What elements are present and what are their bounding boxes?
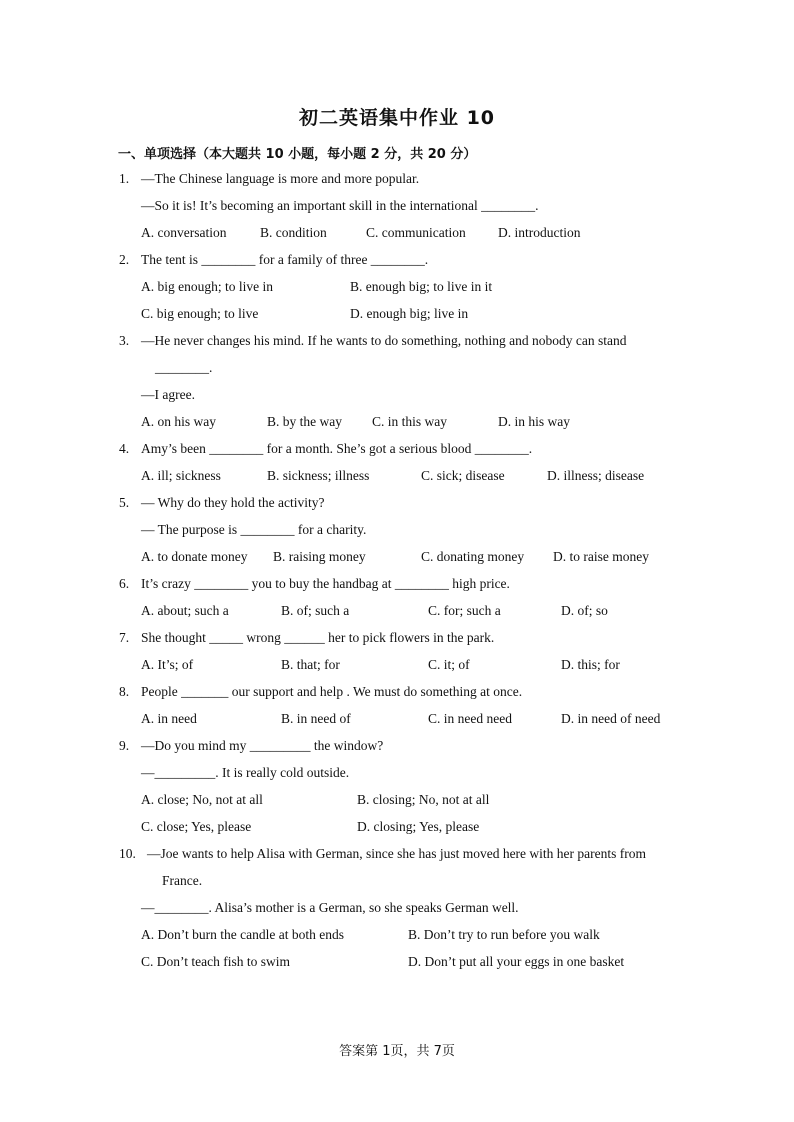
- question-text: It’s crazy ________ you to buy the handbag at ________ high price.: [141, 576, 510, 591]
- option-c: C. for; such a: [428, 603, 501, 618]
- question-text: People _______ our support and help . We must do something at once.: [141, 684, 523, 699]
- option-b: B. closing; No, not at all: [357, 792, 490, 807]
- question-text: —So it is! It’s becoming an important skill in the international ________.: [141, 198, 539, 213]
- question-text: ________.: [155, 360, 213, 375]
- option-b: B. raising money: [273, 549, 366, 564]
- section-heading: 一、单项选择（本大题共 10 小题，每小题 2 分，共 20 分）: [118, 147, 477, 162]
- option-a: A. on his way: [141, 414, 216, 429]
- option-b: B. that; for: [281, 657, 340, 672]
- option-d: D. enough big; live in: [350, 306, 469, 321]
- option-c: C. it; of: [428, 657, 470, 672]
- option-a: A. big enough; to live in: [141, 279, 273, 294]
- question-number: 10.: [119, 846, 136, 861]
- option-a: A. Don’t burn the candle at both ends: [141, 927, 344, 942]
- option-b: B. sickness; illness: [267, 468, 370, 483]
- question-number: 5.: [119, 495, 130, 510]
- option-b: B. enough big; to live in it: [350, 279, 493, 294]
- question-text: —_________. It is really cold outside.: [141, 765, 350, 780]
- option-a: A. in need: [141, 711, 197, 726]
- question-text: —Do you mind my _________ the window?: [141, 738, 384, 753]
- question-number: 7.: [119, 630, 130, 645]
- option-a: A. It’s; of: [141, 657, 194, 672]
- question-text: —He never changes his mind. If he wants to do something, nothing and nobody can stand: [141, 333, 627, 348]
- option-a: A. close; No, not at all: [141, 792, 263, 807]
- option-c: C. sick; disease: [421, 468, 505, 483]
- option-d: D. Don’t put all your eggs in one basket: [408, 954, 625, 969]
- option-d: D. of; so: [561, 603, 608, 618]
- question-text: The tent is ________ for a family of three ________.: [141, 252, 429, 267]
- option-d: D. closing; Yes, please: [357, 819, 480, 834]
- question-text: — The purpose is ________ for a charity.: [141, 522, 367, 537]
- option-b: B. by the way: [267, 414, 342, 429]
- option-a: A. conversation: [141, 225, 227, 240]
- option-c: C. Don’t teach fish to swim: [141, 954, 290, 969]
- question-text: —I agree.: [141, 387, 195, 402]
- question-text: —The Chinese language is more and more popular.: [141, 171, 420, 186]
- question-number: 6.: [119, 576, 130, 591]
- page-title: 初二英语集中作业 10: [298, 107, 496, 129]
- option-b: B. of; such a: [281, 603, 350, 618]
- question-text: — Why do they hold the activity?: [141, 495, 325, 510]
- question-text: —Joe wants to help Alisa with German, since she has just moved here with her parents from: [147, 846, 647, 861]
- option-b: B. in need of: [281, 711, 351, 726]
- option-d: D. illness; disease: [547, 468, 645, 483]
- question-number: 3.: [119, 333, 130, 348]
- question-number: 1.: [119, 171, 130, 186]
- question-text: France.: [162, 873, 203, 888]
- option-b: B. Don’t try to run before you walk: [408, 927, 600, 942]
- option-c: C. in this way: [372, 414, 448, 429]
- question-number: 9.: [119, 738, 130, 753]
- option-d: D. this; for: [561, 657, 620, 672]
- option-d: D. introduction: [498, 225, 581, 240]
- option-b: B. condition: [260, 225, 327, 240]
- option-c: C. close; Yes, please: [141, 819, 252, 834]
- option-a: A. about; such a: [141, 603, 229, 618]
- question-text: She thought _____ wrong ______ her to pick flowers in the park.: [141, 630, 495, 645]
- page-footer: 答案第 1页，共 7页: [339, 1044, 455, 1059]
- option-a: A. ill; sickness: [141, 468, 221, 483]
- question-number: 2.: [119, 252, 130, 267]
- option-a: A. to donate money: [141, 549, 248, 564]
- question-number: 8.: [119, 684, 130, 699]
- option-d: D. in his way: [498, 414, 570, 429]
- option-c: C. donating money: [421, 549, 525, 564]
- option-d: D. in need of need: [561, 711, 661, 726]
- option-c: C. big enough; to live: [141, 306, 259, 321]
- option-d: D. to raise money: [553, 549, 649, 564]
- question-text: Amy’s been ________ for a month. She’s got a serious blood ________.: [141, 441, 533, 456]
- option-c: C. in need need: [428, 711, 512, 726]
- question-text: —________. Alisa’s mother is a German, so she speaks German well.: [141, 900, 519, 915]
- question-number: 4.: [119, 441, 130, 456]
- option-c: C. communication: [366, 225, 466, 240]
